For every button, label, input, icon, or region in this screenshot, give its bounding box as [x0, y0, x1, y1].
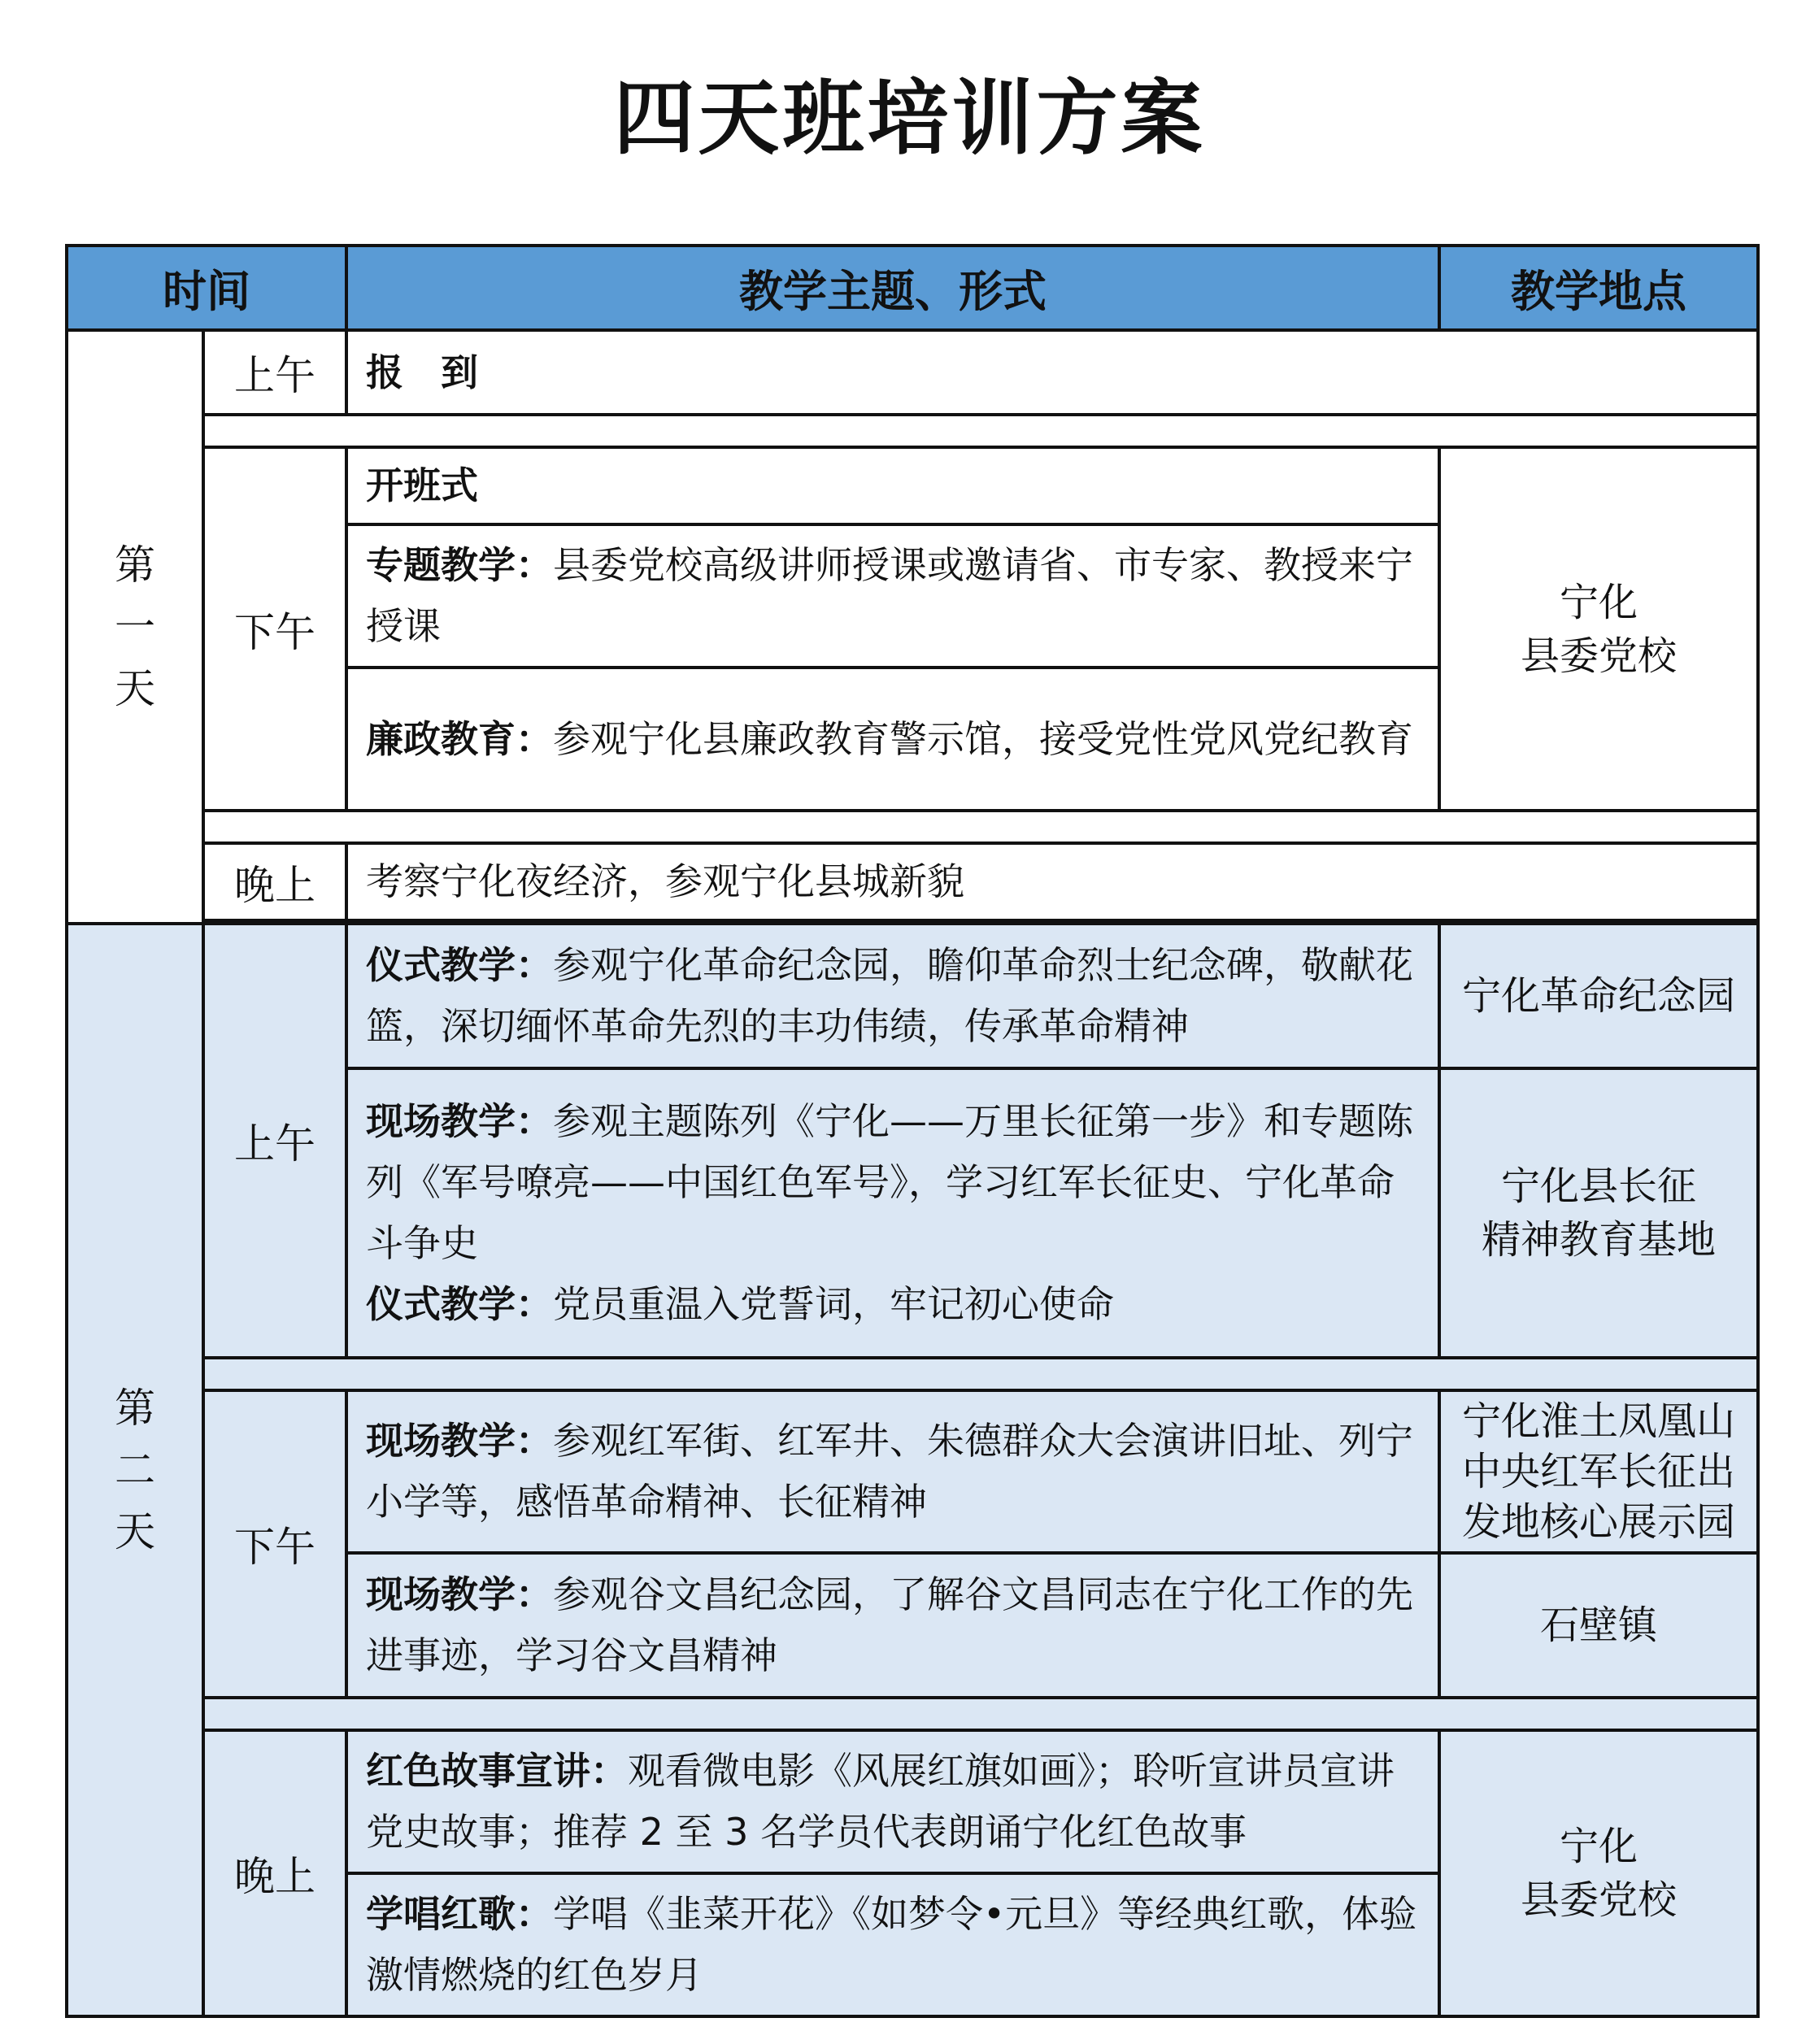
day1-morning-content: 报 到 [346, 330, 1758, 415]
day1-afternoon-label: 下午 [203, 447, 346, 811]
header-row [67, 246, 1758, 330]
day2-evening-item-2: 学唱红歌：学唱《韭菜开花》《如梦令•元旦》等经典红歌，体验激情燃烧的红色岁月 [346, 1873, 1439, 2016]
day2-afternoon-place-1: 宁化淮土凤凰山 中央红军长征出 发地核心展示园 [1439, 1390, 1758, 1553]
table-row [67, 1390, 1758, 1553]
table-row [67, 924, 1758, 1068]
table-row [67, 447, 1758, 524]
header-time: 时间 [67, 246, 346, 330]
day2-morning-place-2: 宁化县长征 精神教育基地 [1439, 1068, 1758, 1358]
day1-afternoon-item-1: 开班式 [346, 447, 1439, 524]
day2-afternoon-label: 下午 [203, 1390, 346, 1698]
schedule-table [65, 244, 1760, 2018]
table-row [67, 330, 1758, 415]
day1-evening-label: 晚上 [203, 843, 346, 920]
day1-afternoon-item-3: 廉政教育：参观宁化县廉政教育警示馆，接受党性党风党纪教育 [346, 668, 1439, 811]
day1-evening-content: 考察宁化夜经济，参观宁化县城新貌 [346, 843, 1758, 920]
day1-morning-label: 上午 [203, 330, 346, 415]
table-row [67, 843, 1758, 920]
day2-evening-label: 晚上 [203, 1730, 346, 2016]
header-topic: 教学主题、形式 [346, 246, 1439, 330]
day1-afternoon-place: 宁化 县委党校 [1439, 447, 1758, 811]
spacer-row [67, 811, 1758, 843]
day2-afternoon-item-2: 现场教学：参观谷文昌纪念园，了解谷文昌同志在宁化工作的先进事迹，学习谷文昌精神 [346, 1553, 1439, 1698]
day2-evening-place: 宁化 县委党校 [1439, 1730, 1758, 2016]
table-row [67, 1730, 1758, 1873]
header-place: 教学地点 [1439, 246, 1758, 330]
spacer-row [67, 415, 1758, 447]
day2-afternoon-place-2: 石壁镇 [1439, 1553, 1758, 1698]
page-title: 四天班培训方案 [613, 70, 1206, 166]
day1-label: 第 一 天 [67, 330, 203, 924]
day2-evening-item-1: 红色故事宣讲：观看微电影《风展红旗如画》；聆听宣讲员宣讲党史故事；推荐 2 至 3 名学员代表朗诵宁化红色故事 [346, 1730, 1439, 1873]
day2-morning-item-2: 现场教学：参观主题陈列《宁化——万里长征第一步》和专题陈列《军号嘹亮——中国红色军号》，学习红军长征史、宁化革命斗争史 仪式教学：党员重温入党誓词，牢记初心使命 [346, 1068, 1439, 1358]
day1-afternoon-item-2: 专题教学：县委党校高级讲师授课或邀请省、市专家、教授来宁授课 [346, 524, 1439, 668]
day2-morning-label: 上午 [203, 924, 346, 1358]
day2-label: 第 二 天 [67, 924, 203, 2016]
spacer-row [67, 1358, 1758, 1390]
day2-afternoon-item-1: 现场教学：参观红军街、红军井、朱德群众大会演讲旧址、列宁小学等，感悟革命精神、长征精神 [346, 1390, 1439, 1553]
spacer-row [67, 1698, 1758, 1730]
day2-morning-place-1: 宁化革命纪念园 [1439, 924, 1758, 1068]
day2-morning-item-1: 仪式教学：参观宁化革命纪念园，瞻仰革命烈士纪念碑，敬献花篮，深切缅怀革命先烈的丰功伟绩，传承革命精神 [346, 924, 1439, 1068]
